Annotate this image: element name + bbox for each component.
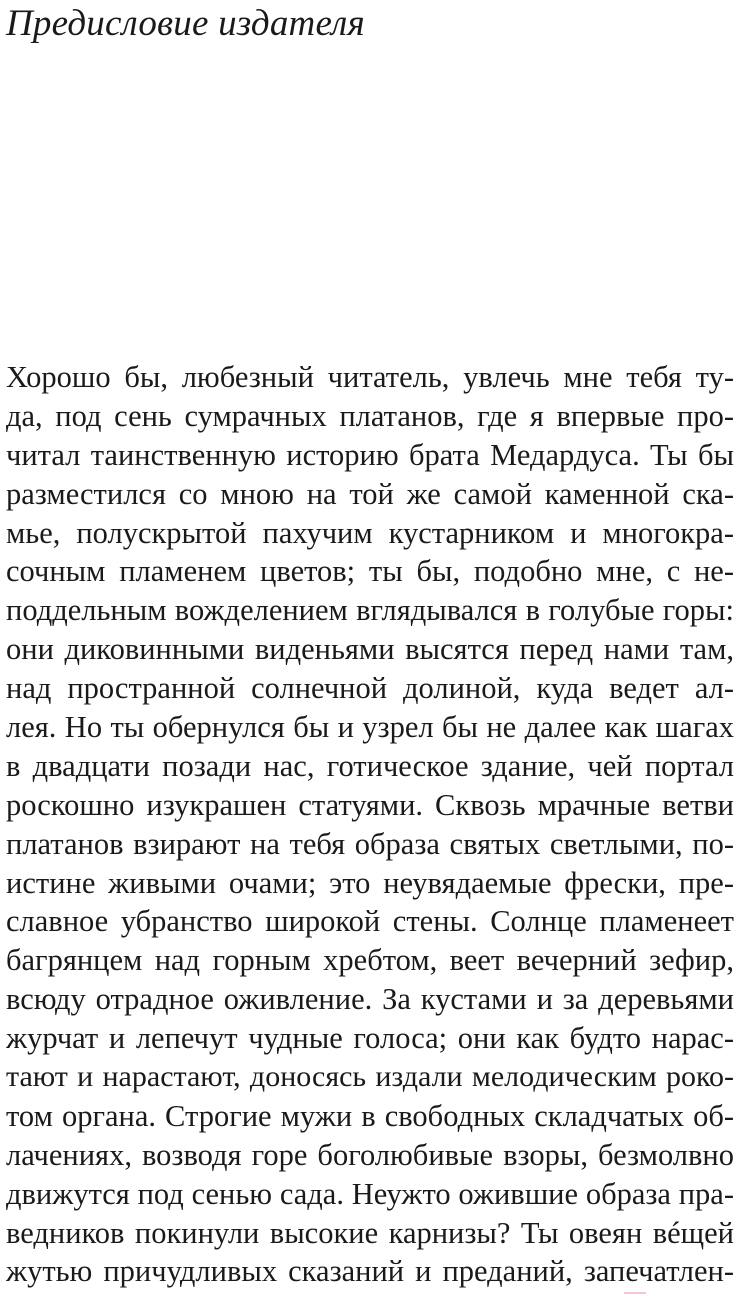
page-edge-mark xyxy=(624,1292,646,1294)
text-line: славное убранство широкой стены. Солнце пламенеет xyxy=(6,904,734,939)
text-line: жутью причудливых сказаний и преданий, запечатлен- xyxy=(6,1254,734,1289)
text-line: багрянцем над горным хребтом, веет вечерний зефир, xyxy=(6,943,734,978)
page-title: Предисловие издателя xyxy=(6,3,365,44)
text-line: лачениях, возводя горе боголюбивые взоры, безмолвно xyxy=(6,1137,734,1172)
text-line: сочным пламенем цветов; ты бы, подобно мне, с не- xyxy=(6,554,734,589)
text-line: тают и нарастают, доносясь издали мелодическим роко- xyxy=(6,1060,734,1094)
text-line: они диковинными виденьями высятся перед нами там, xyxy=(6,632,734,667)
text-line: да, под сень сумрачных платанов, где я впервые про- xyxy=(6,398,734,433)
text-line: лея. Но ты обернулся бы и узрел бы не далее как шагах xyxy=(6,710,734,745)
text-line: поддельным вожделением вглядывался в голубые горы: xyxy=(6,593,734,628)
text-line: Хорошо бы, любезный читатель, увлечь мне тебя ту- xyxy=(6,360,734,394)
text-line: ведников покинули высокие карнизы? Ты овеян вéщей xyxy=(6,1215,734,1250)
text-line: том органа. Строгие мужи в свободных складчатых об- xyxy=(6,1098,734,1133)
text-line: над пространной солнечной долиной, куда ведет ал- xyxy=(6,671,734,706)
text-line: журчат и лепечут чудные голоса; они как будто нарас- xyxy=(6,1021,734,1056)
text-line: платанов взирают на тебя образа святых светлыми, по- xyxy=(6,826,734,861)
text-line: читал таинственную историю брата Медардуса. Ты бы xyxy=(6,437,734,472)
text-line: всюду отрадное оживление. За кустами и за деревьями xyxy=(6,982,734,1017)
text-line: истине живыми очами; это неувядаемые фрески, пре- xyxy=(6,865,734,900)
text-line: разместился со мною на той же самой каменной ска- xyxy=(6,476,734,511)
text-line: мье, полускрытой пахучим кустарником и многокра- xyxy=(6,515,734,550)
body-paragraph xyxy=(6,358,734,1291)
text-line: роскошно изукрашен статуями. Сквозь мрачные ветви xyxy=(6,787,734,822)
text-line: в двадцати позади нас, готическое здание, чей портал xyxy=(6,748,734,783)
text-line: движутся под сенью сада. Неужто ожившие образа пра- xyxy=(6,1176,734,1211)
